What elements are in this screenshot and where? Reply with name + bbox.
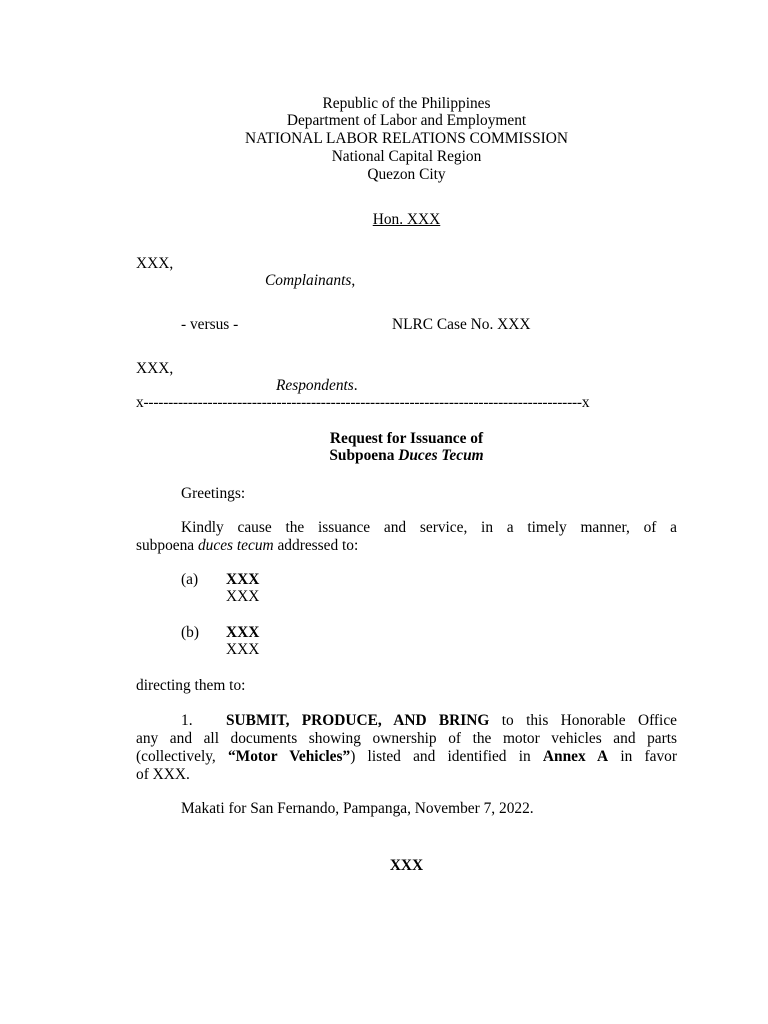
directive-target: to this Honorable Office xyxy=(489,712,677,729)
complainant-role: Complainants xyxy=(265,272,352,289)
signatory-name: XXX xyxy=(389,857,424,874)
directive-in-favor: in favor xyxy=(608,748,677,765)
directive-line3 xyxy=(136,748,677,766)
respondent-role-wrap xyxy=(276,377,358,395)
directive-collectively: (collectively, xyxy=(136,748,228,765)
directive-annex: Annex A xyxy=(542,748,609,765)
document-title-line2 xyxy=(0,447,768,465)
header-republic: Republic of the Philippines xyxy=(322,95,491,112)
directive-paragraph xyxy=(136,712,677,784)
directing-text: directing them to: xyxy=(136,677,246,694)
directive-line1 xyxy=(136,712,677,730)
directive-line4: of XXX. xyxy=(136,766,190,783)
header-department: Department of Labor and Employment xyxy=(286,112,527,129)
header-city: Quezon City xyxy=(367,166,446,183)
document-title-line1: Request for Issuance of xyxy=(329,430,484,447)
case-number: NLRC Case No. XXX xyxy=(392,316,531,333)
addressee-b-detail: XXX xyxy=(226,641,260,658)
para-duces-tecum: duces tecum xyxy=(197,537,274,554)
addressee-b-label: (b) xyxy=(181,624,199,641)
directive-number: 1. xyxy=(181,712,193,729)
title-subpoena: Subpoena xyxy=(329,447,399,464)
para-addressed-to: addressed to: xyxy=(273,537,359,554)
directive-motor-vehicles: “Motor Vehicles” xyxy=(227,748,351,765)
place-and-date: Makati for San Fernando, Pampanga, November 7, 2022. xyxy=(181,800,534,817)
complainant-role-suffix: , xyxy=(351,272,356,289)
caption-separator: x-----------------------------------------------------------------------------------------x xyxy=(136,394,590,411)
paragraph-request-line2 xyxy=(136,537,677,555)
addressee-a-detail: XXX xyxy=(226,588,260,605)
addressee-a-label: (a) xyxy=(181,571,199,588)
paragraph-request xyxy=(136,519,677,555)
directive-action: SUBMIT, PRODUCE, AND BRING xyxy=(226,712,490,729)
versus-label: - versus - xyxy=(181,316,239,333)
title-duces-tecum: Duces Tecum xyxy=(398,447,484,464)
presiding-officer: Hon. XXX xyxy=(372,211,441,228)
complainant-name: XXX, xyxy=(136,255,174,272)
directive-line2: any and all documents showing ownership of the motor vehicles and parts xyxy=(136,730,677,747)
greeting: Greetings: xyxy=(181,485,246,502)
addressee-a-name: XXX xyxy=(226,571,260,588)
respondent-role: Respondents xyxy=(276,377,354,394)
header-commission: NATIONAL LABOR RELATIONS COMMISSION xyxy=(244,130,569,147)
paragraph-request-line1: Kindly cause the issuance and service, in a timely manner, of a xyxy=(181,519,677,536)
respondent-role-suffix: . xyxy=(353,377,358,394)
directive-listed: ) listed and identified in xyxy=(350,748,543,765)
header-region: National Capital Region xyxy=(331,148,482,165)
respondent-name: XXX, xyxy=(136,360,174,377)
para-subpoena-text: subpoena xyxy=(136,537,198,554)
complainant-role-wrap xyxy=(265,272,355,290)
addressee-b-name: XXX xyxy=(226,624,260,641)
